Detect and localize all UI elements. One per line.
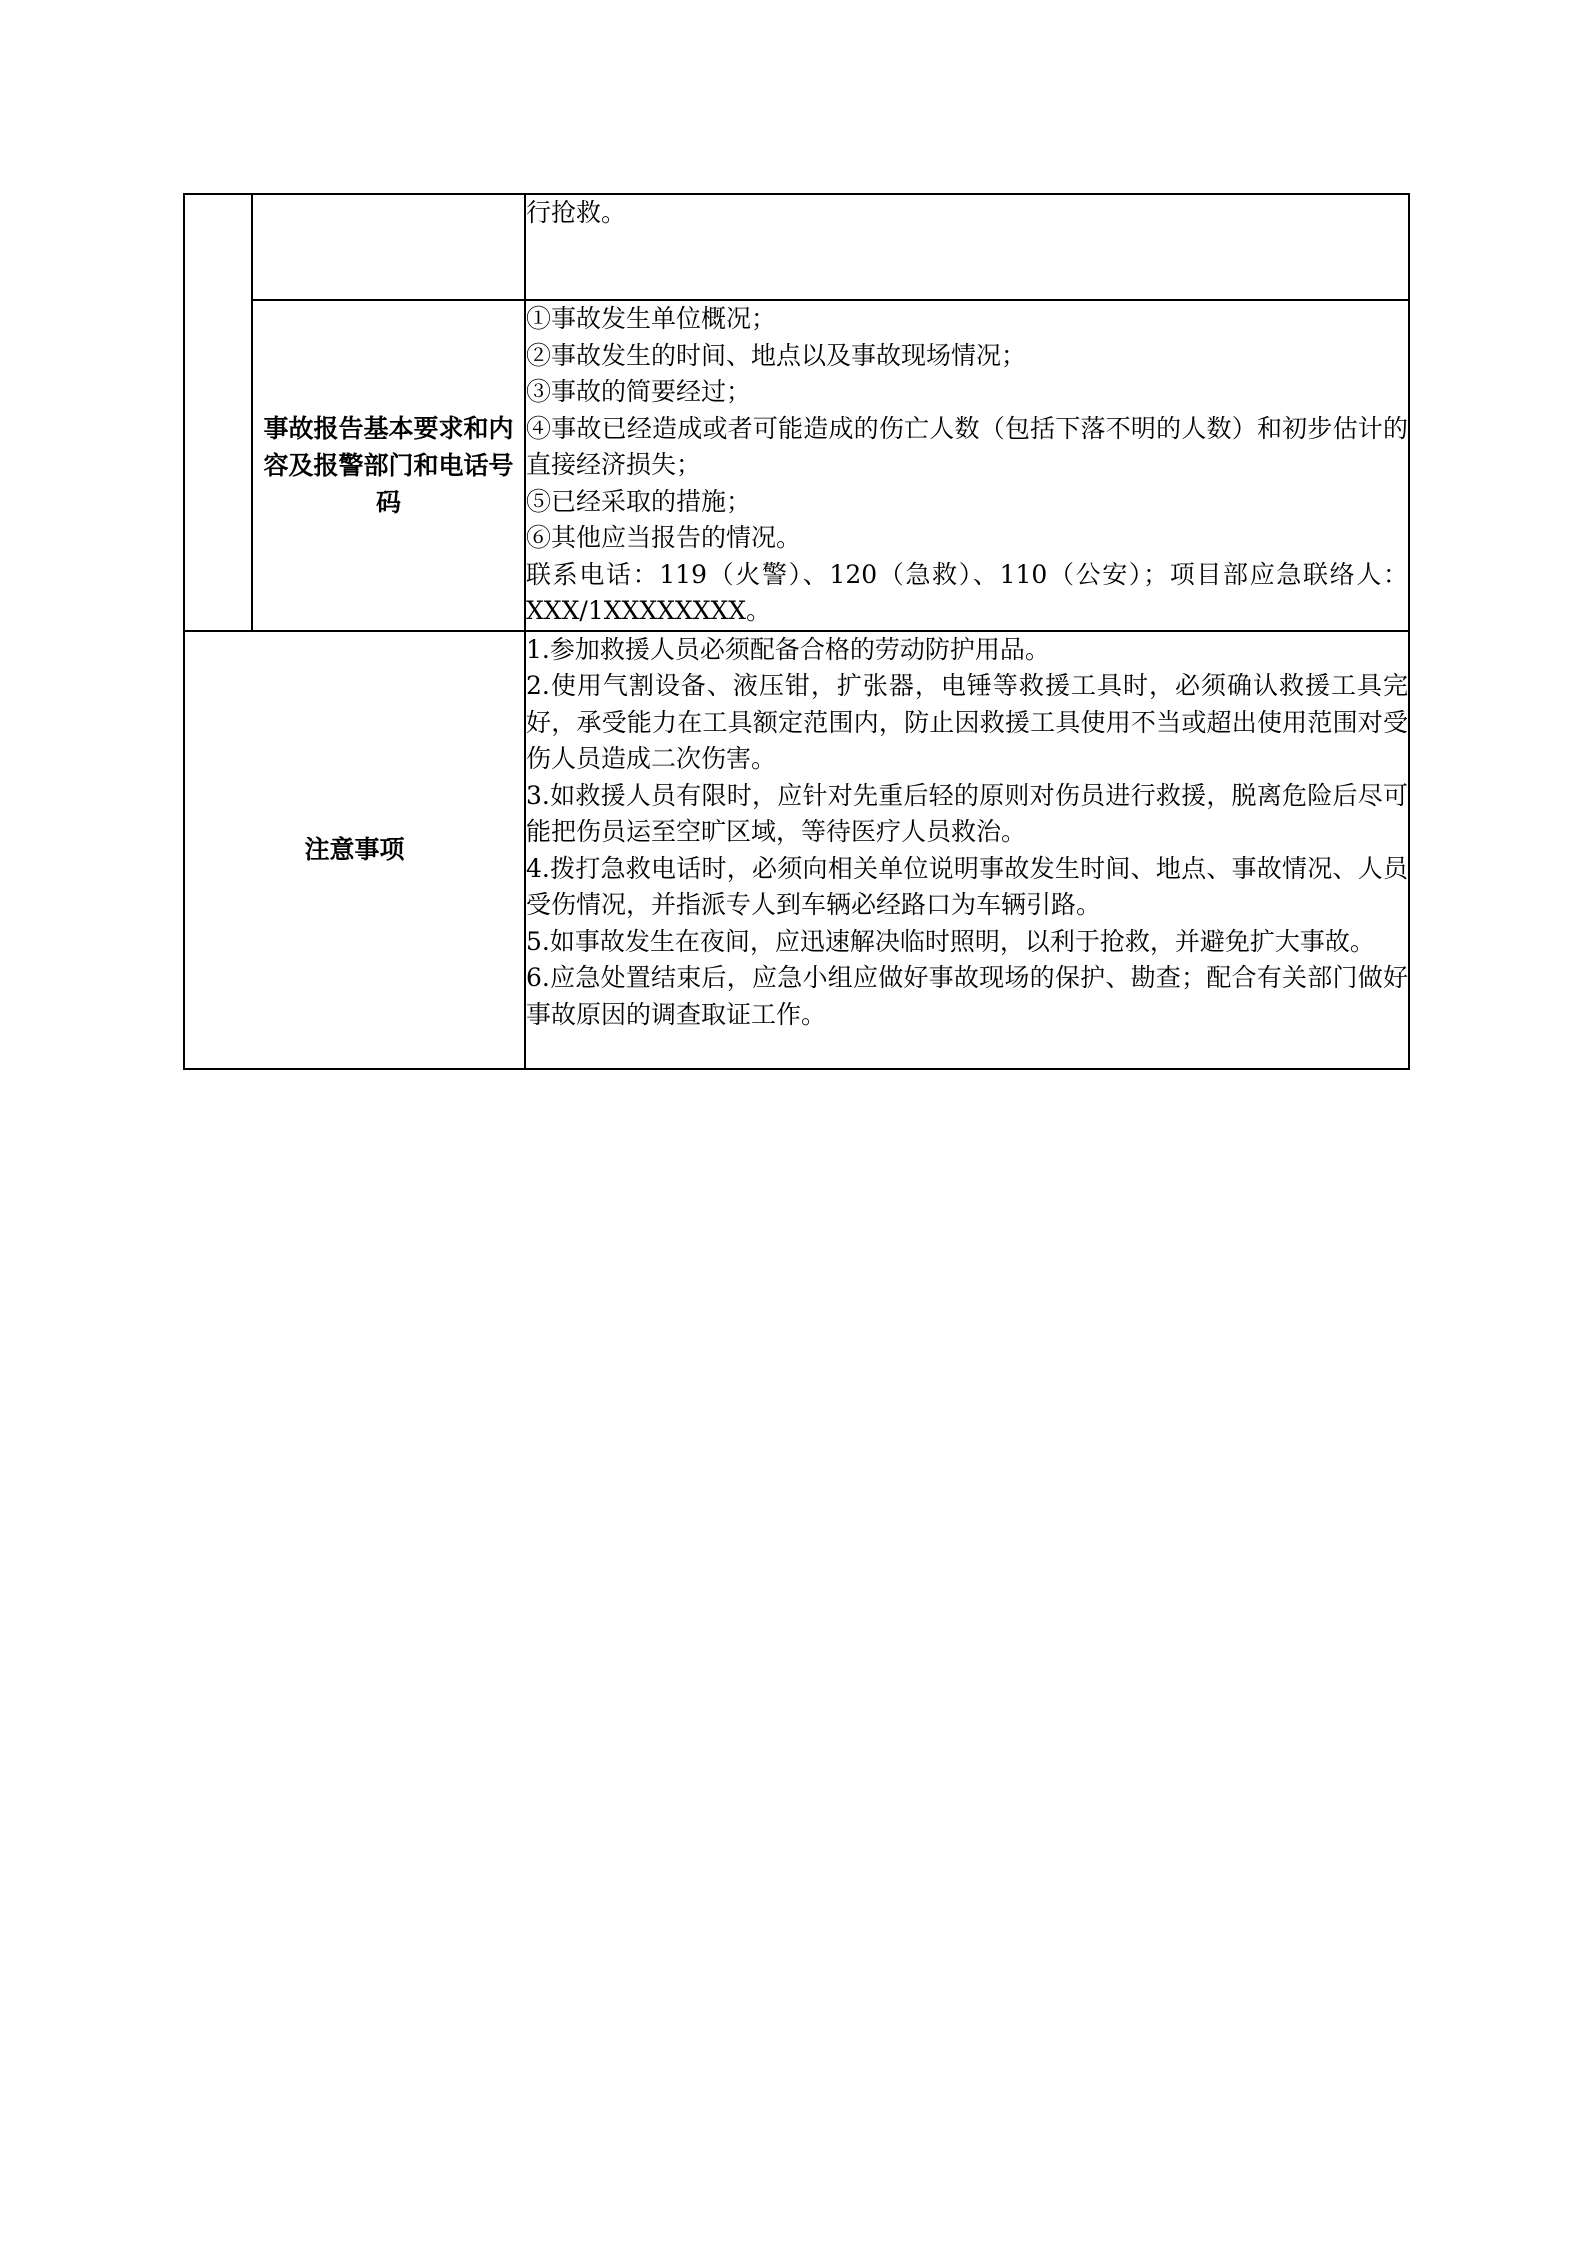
notes-content-cell <box>525 631 1409 1069</box>
report-item-5: ⑤已经采取的措施； <box>526 486 752 516</box>
note-item-3: 3.如救援人员有限时，应针对先重后轻的原则对伤员进行救援，脱离危险后尽可能把伤员运至空旷区域，等待医疗人员救治。 <box>526 780 1408 846</box>
note-item-4: 4.拨打急救电话时，必须向相关单位说明事故发生时间、地点、事故情况、人员受伤情况，并指派专人到车辆必经路口为车辆引路。 <box>526 853 1408 919</box>
note-item-5: 5.如事故发生在夜间，应迅速解决临时照明，以利于抢救，并避免扩大事故。 <box>526 926 1375 956</box>
report-item-3: ③事故的简要经过； <box>526 377 752 406</box>
continuation-content-cell <box>525 194 1409 300</box>
notes-label-cell <box>184 631 525 1069</box>
note-item-6: 6.应急处置结束后，应急小组应做好事故现场的保护、勘查；配合有关部门做好事故原因的调查取证工作。 <box>526 963 1408 1029</box>
empty-label-cell <box>252 194 525 300</box>
table-row-report-requirements <box>184 300 1409 631</box>
outer-merged-cell <box>184 194 252 631</box>
report-item-1: ①事故发生单位概况； <box>526 304 777 333</box>
notes-label: 注意事项 <box>304 835 405 864</box>
report-item-2: ②事故发生的时间、地点以及事故现场情况； <box>526 340 1027 370</box>
note-item-1: 1.参加救援人员必须配备合格的劳动防护用品。 <box>526 634 1050 664</box>
report-requirements-content-cell <box>525 300 1409 631</box>
report-item-4: ④事故已经造成或者可能造成的伤亡人数（包括下落不明的人数）和初步估计的直接经济损失； <box>526 413 1408 479</box>
report-requirements-label-cell <box>252 300 525 631</box>
table-row-notes <box>184 631 1409 1069</box>
note-item-2: 2.使用气割设备、液压钳，扩张器，电锤等救援工具时，必须确认救援工具完好，承受能力在工具额定范围内，防止因救援工具使用不当或超出使用范围对受伤人员造成二次伤害。 <box>526 671 1408 773</box>
content-line: 行抢救。 <box>526 198 627 227</box>
contact-phone-line: 联系电话：119（火警）、120（急救）、110（公安）；项目部应急联络人：XXX/1XXXXXXXX。 <box>526 559 1408 625</box>
table-row-continuation <box>184 194 1409 300</box>
emergency-procedure-table <box>183 193 1410 1070</box>
report-item-6: ⑥其他应当报告的情况。 <box>526 523 802 552</box>
report-requirements-label: 事故报告基本要求和内容及报警部门和电话号码 <box>263 413 514 517</box>
